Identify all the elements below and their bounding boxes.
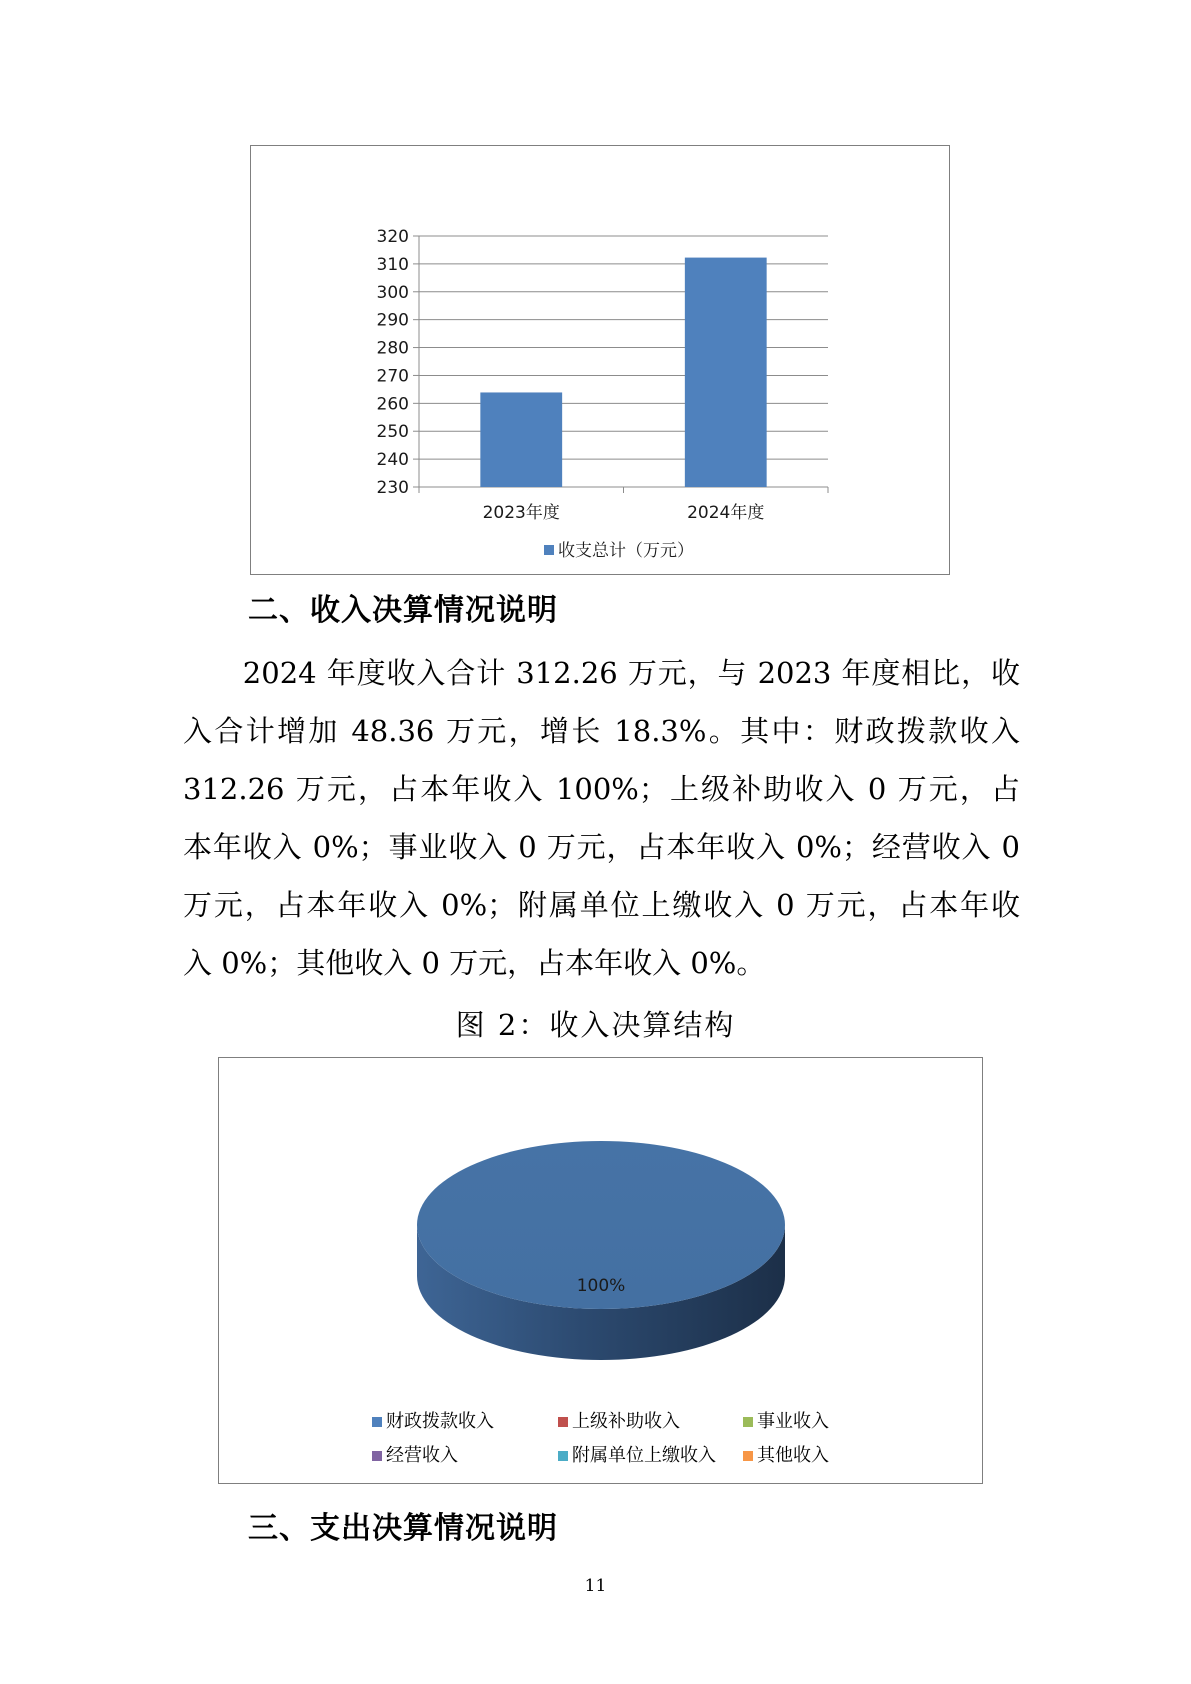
x-tick-label: 2024年度: [687, 503, 765, 523]
pie-legend-item: [372, 1407, 494, 1433]
legend-label: 经营收入: [386, 1445, 458, 1466]
y-tick-label: 240: [376, 450, 409, 471]
pie-legend-item: [558, 1407, 680, 1433]
y-tick-label: 300: [376, 282, 409, 303]
paragraph-line: 入 0%；其他收入 0 万元，占本年收入 0%。: [183, 946, 766, 980]
legend-swatch: [743, 1417, 753, 1427]
y-tick-label: 230: [376, 478, 409, 498]
x-tick-label: 2023年度: [482, 503, 560, 523]
legend-swatch: [544, 545, 554, 555]
legend-label: 财政拨款收入: [386, 1411, 494, 1432]
paragraph-line: 本年收入 0%；事业收入 0 万元，占本年收入 0%；经营收入 0: [183, 830, 1020, 864]
y-tick-label: 280: [376, 338, 409, 359]
legend-swatch: [372, 1417, 382, 1427]
pie-chart-frame: [218, 1057, 983, 1484]
paragraph-line: 2024 年度收入合计 312.26 万元，与 2023 年度相比，收: [183, 656, 1020, 690]
section-heading-income: 二、收入决算情况说明: [248, 593, 558, 628]
page-number: 11: [584, 1576, 607, 1596]
bar-chart: [251, 146, 948, 573]
legend-swatch: [558, 1417, 568, 1427]
income-paragraph: [183, 644, 1020, 992]
legend-label: 事业收入: [757, 1411, 829, 1432]
figure-caption: 图 2：收入决算结构: [455, 1008, 736, 1042]
pie-legend-item: [372, 1441, 458, 1467]
legend-swatch: [372, 1451, 382, 1461]
paragraph-line: 入合计增加 48.36 万元，增长 18.3%。其中：财政拨款收入: [183, 714, 1020, 748]
y-tick-label: 310: [376, 254, 409, 275]
paragraph-line: 万元，占本年收入 0%；附属单位上缴收入 0 万元，占本年收: [183, 888, 1020, 922]
pie-data-label: 100%: [576, 1276, 626, 1296]
legend-label: 上级补助收入: [572, 1411, 680, 1432]
paragraph-line: 312.26 万元，占本年收入 100%；上级补助收入 0 万元，占: [183, 772, 1020, 806]
bar-chart-frame: [250, 145, 950, 575]
y-tick-label: 320: [376, 227, 409, 247]
y-tick-label: 290: [376, 310, 409, 331]
legend-label: 附属单位上缴收入: [572, 1445, 716, 1466]
bar: [480, 392, 562, 487]
legend-swatch: [743, 1451, 753, 1461]
y-tick-label: 250: [376, 422, 409, 443]
bar: [685, 258, 767, 487]
pie-legend-item: [558, 1441, 716, 1467]
legend-label: 收支总计（万元）: [558, 541, 694, 561]
legend-swatch: [558, 1451, 568, 1461]
pie-legend-item: [743, 1441, 829, 1467]
y-tick-label: 260: [376, 394, 409, 415]
legend-label: 其他收入: [757, 1445, 829, 1466]
pie-legend-item: [743, 1407, 829, 1433]
y-tick-label: 270: [376, 366, 409, 387]
section-heading-expenditure: 三、支出决算情况说明: [248, 1511, 558, 1546]
